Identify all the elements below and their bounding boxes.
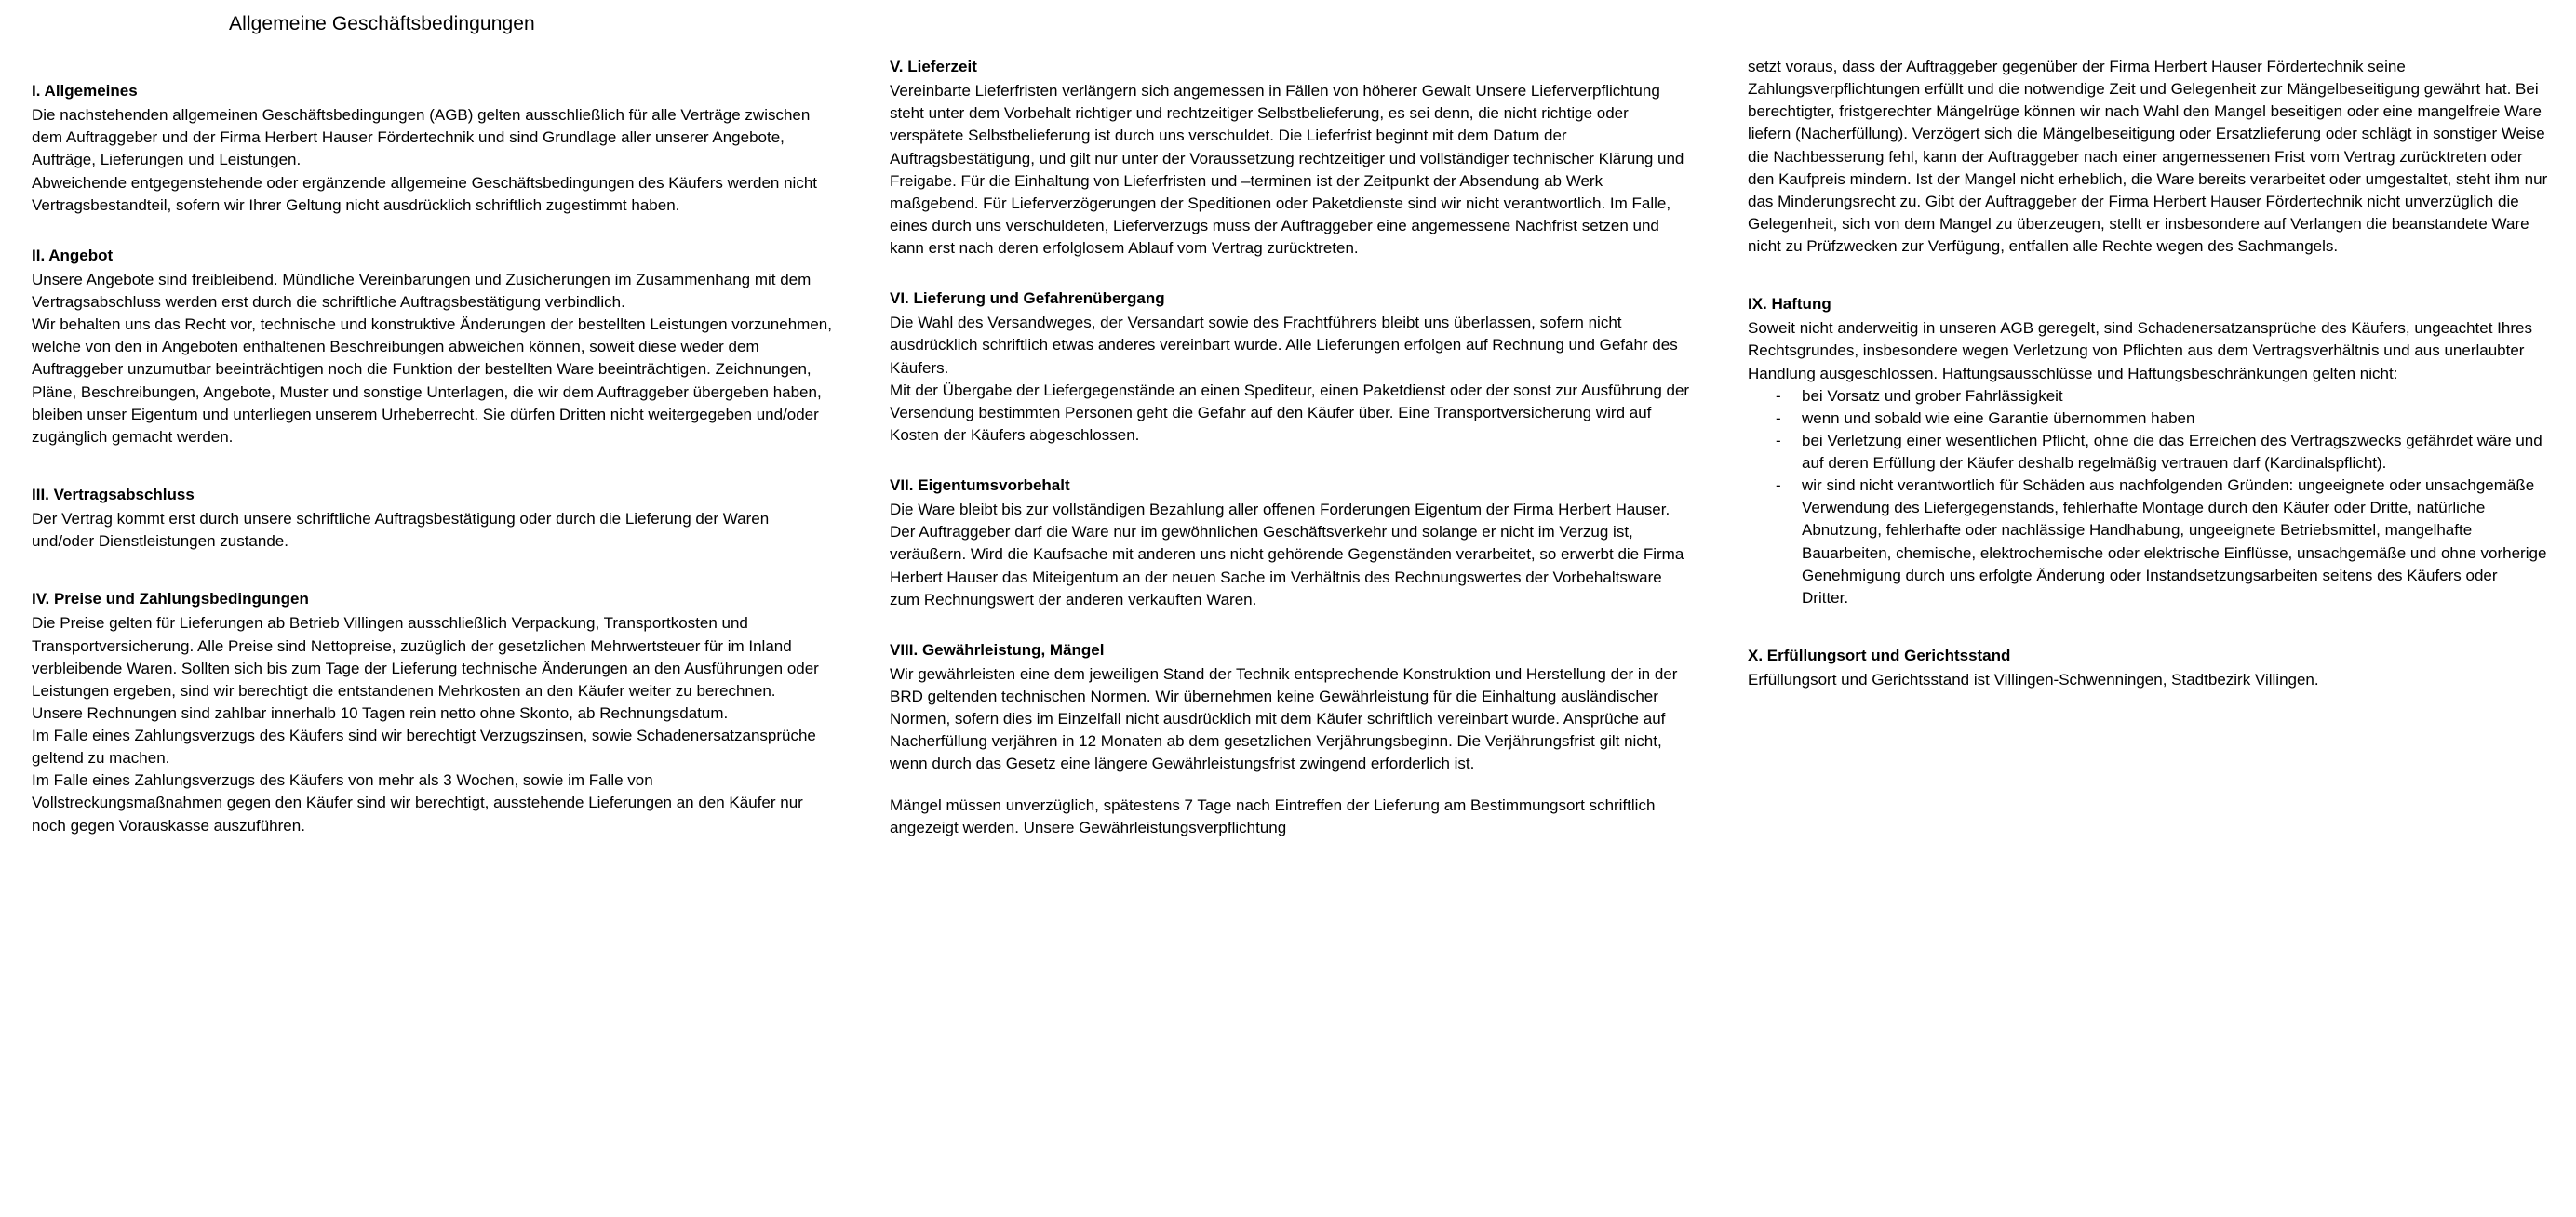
section-iv bbox=[32, 588, 832, 836]
section-i bbox=[32, 80, 832, 217]
list-item bbox=[1776, 475, 2548, 609]
spacer bbox=[1748, 609, 2548, 645]
text-columns bbox=[32, 56, 2548, 839]
section-iii-heading: III. Vertragsabschluss bbox=[32, 485, 195, 503]
list-item-text: wir sind nicht verantwortlich für Schäden aus nachfolgenden Gründen: ungeeignete oder unsachgemäße Verwendung des Liefergegenstands, fehlerhafte Montage durch den Käufer oder Dritte, natürliche Abnutzung, fehlerhafte oder nachlässige Handhabung, ungeeignete Betriebsmittel, mangelhafte Bauarbeiten, chemische, elektrochemische oder elektrische Einflüsse, unsachgemäße und ohne vorherige Genehmigung durch uns erfolgte Änderung oder Instandsetzungsarbeiten seitens des Käufers oder Dritter. bbox=[1802, 476, 2547, 607]
section-i-paragraph-1: Die nachstehenden allgemeinen Geschäftsbedingungen (AGB) gelten ausschließlich für alle Verträge zwischen dem Auftraggeber und der Firma Herbert Hauser Fördertechnik und sind Grundlage aller unserer Angebote, Aufträge, Lieferungen und Leistungen. bbox=[32, 106, 811, 169]
section-vi-paragraph-2: Mit der Übergabe der Liefergegenstände an einen Spediteur, einen Paketdienst oder der sonst zur Ausführung der Versendung bestimmten Personen geht die Gefahr auf den Käufer über. Eine Transportversicherung wird auf Kosten der Käufers abgeschlossen. bbox=[890, 381, 1690, 444]
column-1 bbox=[32, 56, 832, 839]
section-ix-heading: IX. Haftung bbox=[1748, 295, 1831, 314]
section-iv-paragraph-3: Im Falle eines Zahlungsverzugs des Käufers sind wir berechtigt Verzugszinsen, sowie Schadenersatzansprüche geltend zu machen. bbox=[32, 727, 816, 768]
spacer bbox=[890, 776, 1690, 795]
page-title: Allgemeine Geschäftsbedingungen bbox=[229, 13, 535, 34]
list-item-text: bei Verletzung einer wesentlichen Pflicht, ohne die das Erreichen des Vertragszwecks gefährdet wäre und auf deren Erfüllung der Käufer deshalb regelmäßig vertrauen darf (Kardinalspflicht). bbox=[1802, 431, 2542, 472]
section-iv-paragraph-4: Im Falle eines Zahlungsverzugs des Käufers von mehr als 3 Wochen, sowie im Falle von Vollstreckungsmaßnahmen gegen den Käufer sind wir berechtigt, ausstehende Lieferungen an den Käufer nur noch gegen Vorauskasse auszuführen. bbox=[32, 771, 803, 835]
section-v bbox=[890, 56, 1690, 260]
spacer bbox=[32, 553, 832, 588]
section-x-paragraph-1: Erfüllungsort und Gerichtsstand ist Villingen-Schwenningen, Stadtbezirk Villingen. bbox=[1748, 671, 2319, 689]
section-ii-paragraph-2: Wir behalten uns das Recht vor, technische und konstruktive Änderungen der bestellten Leistungen vorzunehmen, welche von den in Angeboten enthaltenen Beschreibungen abweichen können, soweit diese weder dem Auftraggeber unzumutbar beeinträchtigen noch die Funktion der bestellten Ware beeinträchtigen. Zeichnungen, Pläne, Beschreibungen, Angebote, Muster und sonstige Unterlagen, die wir dem Auftraggeber übergeben haben, bleiben unser Eigentum und unterliegen unserem Urheberrecht. Sie dürfen Dritten nicht weitergegeben und/oder zugänglich gemacht werden. bbox=[32, 315, 832, 446]
section-viii-paragraph-2: Mängel müssen unverzüglich, spätestens 7 Tage nach Eintreffen der Lieferung am Bestimmungsort schriftlich angezeigt werden. Unsere Gewährleistungsverpflichtung bbox=[890, 796, 1656, 836]
section-v-heading: V. Lieferzeit bbox=[890, 58, 977, 75]
section-ix bbox=[1748, 293, 2548, 609]
section-iii-paragraph-1: Der Vertrag kommt erst durch unsere schriftliche Auftragsbestätigung oder durch die Lieferung der Waren und/oder Dienstleistungen zustande. bbox=[32, 510, 770, 551]
column-3 bbox=[1748, 56, 2548, 839]
section-ix-list bbox=[1748, 385, 2548, 609]
spacer bbox=[32, 217, 832, 245]
section-viii bbox=[890, 639, 1690, 839]
section-ii-paragraph-1: Unsere Angebote sind freibleibend. Mündliche Vereinbarungen und Zusicherungen im Zusammenhang mit dem Vertragsabschluss werden erst durch die schriftliche Auftragsbestätigung verbindlich. bbox=[32, 270, 812, 311]
section-vii-paragraph-1: Die Ware bleibt bis zur vollständigen Bezahlung aller offenen Forderungen Eigentum der Firma Herbert Hauser. Der Auftraggeber darf die Ware nur im gewöhnlichen Geschäftsverkehr und solange er nicht im Verzug ist, veräußern. Wird die Kaufsache mit anderen uns nicht gehörende Gegenständen verarbeitet, so erwerbt die Firma Herbert Hauser das Miteigentum an der neuen Sache im Verhältnis des Rechnungswertes der Vorbehaltsware zum Rechnungswert der anderen verkauften Waren. bbox=[890, 501, 1684, 608]
section-vi-heading: VI. Lieferung und Gefahrenübergang bbox=[890, 289, 1165, 308]
list-item bbox=[1776, 408, 2548, 430]
section-viii-continuation-paragraph: setzt voraus, dass der Auftraggeber gegenüber der Firma Herbert Hauser Fördertechnik seine Zahlungsverpflichtungen erfüllt und die notwendige Zeit und Gelegenheit zur Mängelbeseitigung gewährt hat. Bei berechtigter, fristgerechter Mängelrüge können wir nach Wahl den Mangel beseitigen oder eine mangelfreie Ware liefern (Nacherfüllung). Verzögert sich die Mängelbeseitigung oder Ersatzlieferung oder schlägt in sonstiger Weise die Nachbesserung fehl, kann der Auftraggeber nach einer angemessenen Frist vom Vertrag zurücktreten oder den Kaufpreis mindern. Ist der Mangel nicht erheblich, die Ware bereits verarbeitet oder umgestaltet, steht ihm nur das Minderungsrecht zu. Gibt der Auftraggeber der Firma Herbert Hauser Fördertechnik nicht unverzüglich die Gelegenheit, sich von dem Mangel zu überzeugen, stellt er insbesondere auf Verlangen die beanstandete Ware nicht zu Prüfzwecken zur Verfügung, entfallen alle Rechte wegen des Sachmangels. bbox=[1748, 58, 2548, 255]
list-item bbox=[1776, 430, 2548, 475]
list-item bbox=[1776, 385, 2548, 408]
section-x bbox=[1748, 645, 2548, 691]
section-ix-paragraph-1: Soweit nicht anderweitig in unseren AGB geregelt, sind Schadenersatzansprüche des Käufers, ungeachtet Ihres Rechtsgrundes, insbesondere wegen Verletzung von Pflichten aus dem Vertragsverhältnis und aus unerlaubter Handlung ausgeschlossen. Haftungsausschlüsse und Haftungsbeschränkungen gelten nicht: bbox=[1748, 319, 2532, 382]
spacer bbox=[890, 611, 1690, 639]
section-iv-paragraph-1: Die Preise gelten für Lieferungen ab Betrieb Villingen ausschließlich Verpackung, Transportkosten und Transportversicherung. Alle Preise sind Nettopreise, zuzüglich der gesetzlichen Mehrwertsteuer für im Inland verbleibende Waren. Sollten sich bis zum Tage der Lieferung technische Änderungen an den Ausführungen oder Leistungen ergeben, sind wir berechtigt die entstandenen Mehrkosten an den Käufer weiter zu berechnen. bbox=[32, 614, 819, 700]
section-i-heading: I. Allgemeines bbox=[32, 82, 138, 100]
dash-bullet-icon: - bbox=[1776, 431, 1781, 449]
section-vii bbox=[890, 475, 1690, 611]
spacer bbox=[890, 260, 1690, 288]
section-viii-paragraph-1: Wir gewährleisten eine dem jeweiligen Stand der Technik entsprechende Konstruktion und Herstellung der in der BRD geltenden technischen Normen. Wir übernehmen keine Gewährleistung für die Einhaltung ausländischer Normen, sofern dies im Einzelfall nicht ausdrücklich mit dem Käufer schriftlich vereinbart wurde. Ansprüche auf Nacherfüllung verjähren in 12 Monaten ab dem gesetzlichen Verjährungsbeginn. Die Verjährungsfrist gilt nicht, wenn durch das Gesetz eine längere Gewährleistungsfrist zwingend erforderlich ist. bbox=[890, 664, 1678, 773]
section-v-paragraph-1: Vereinbarte Lieferfristen verlängern sich angemessen in Fällen von höherer Gewalt Unsere Lieferverpflichtung steht unter dem Vorbehalt richtiger und rechtzeitiger Selbstbelieferung, es sei denn, die nicht richtige oder verspätete Selbstbelieferung ist durch uns verschuldet. Die Lieferfrist beginnt mit dem Datum der Auftragsbestätigung, und gilt nur unter der Voraussetzung rechtzeitiger und vollständiger technischer Klärung und Freigabe. Für die Einhaltung von Lieferfristen und –terminen ist der Zeitpunkt der Absendung ab Werk maßgebend. Für Lieferverzögerungen der Speditionen oder Paketdienste sind wir nicht verantwortlich. Im Falle, eines durch uns verschuldeten, Lieferverzugs muss der Auftraggeber eine angemessene Nachfrist setzen und kann erst nach deren erfolglosem Ablauf vom Vertrag zurücktreten. bbox=[890, 82, 1684, 257]
section-viii-heading: VIII. Gewährleistung, Mängel bbox=[890, 640, 1105, 659]
column-2 bbox=[890, 56, 1690, 839]
section-x-heading: X. Erfüllungsort und Gerichtsstand bbox=[1748, 646, 2011, 664]
section-i-paragraph-2: Abweichende entgegenstehende oder ergänzende allgemeine Geschäftsbedingungen des Käufers werden nicht Vertragsbestandteil, sofern wir Ihrer Geltung nicht ausdrücklich schriftlich zugestimmt haben. bbox=[32, 173, 817, 214]
section-viii-continuation bbox=[1748, 56, 2548, 258]
section-vi bbox=[890, 288, 1690, 447]
section-vii-heading: VII. Eigentumsvorbehalt bbox=[890, 476, 1070, 494]
section-vi-paragraph-1: Die Wahl des Versandweges, der Versandart sowie des Frachtführers bleibt uns überlassen, sofern nicht ausdrücklich schriftlich etwas anderes vereinbart wurde. Alle Lieferungen erfolgen auf Rechnung und Gefahr des Käufers. bbox=[890, 314, 1678, 377]
section-ii bbox=[32, 245, 832, 448]
spacer bbox=[32, 448, 832, 484]
dash-bullet-icon: - bbox=[1776, 476, 1781, 495]
spacer bbox=[890, 447, 1690, 475]
list-item-text: bei Vorsatz und grober Fahrlässigkeit bbox=[1802, 386, 2063, 405]
section-ii-heading: II. Angebot bbox=[32, 246, 114, 264]
section-iv-heading: IV. Preise und Zahlungsbedingungen bbox=[32, 590, 309, 608]
list-item-text: wenn und sobald wie eine Garantie übernommen haben bbox=[1802, 408, 2195, 427]
dash-bullet-icon: - bbox=[1776, 386, 1781, 405]
section-iii bbox=[32, 484, 832, 553]
dash-bullet-icon: - bbox=[1776, 408, 1781, 427]
spacer bbox=[1748, 258, 2548, 293]
section-iv-paragraph-2: Unsere Rechnungen sind zahlbar innerhalb 10 Tagen rein netto ohne Skonto, ab Rechnungsdatum. bbox=[32, 703, 729, 722]
